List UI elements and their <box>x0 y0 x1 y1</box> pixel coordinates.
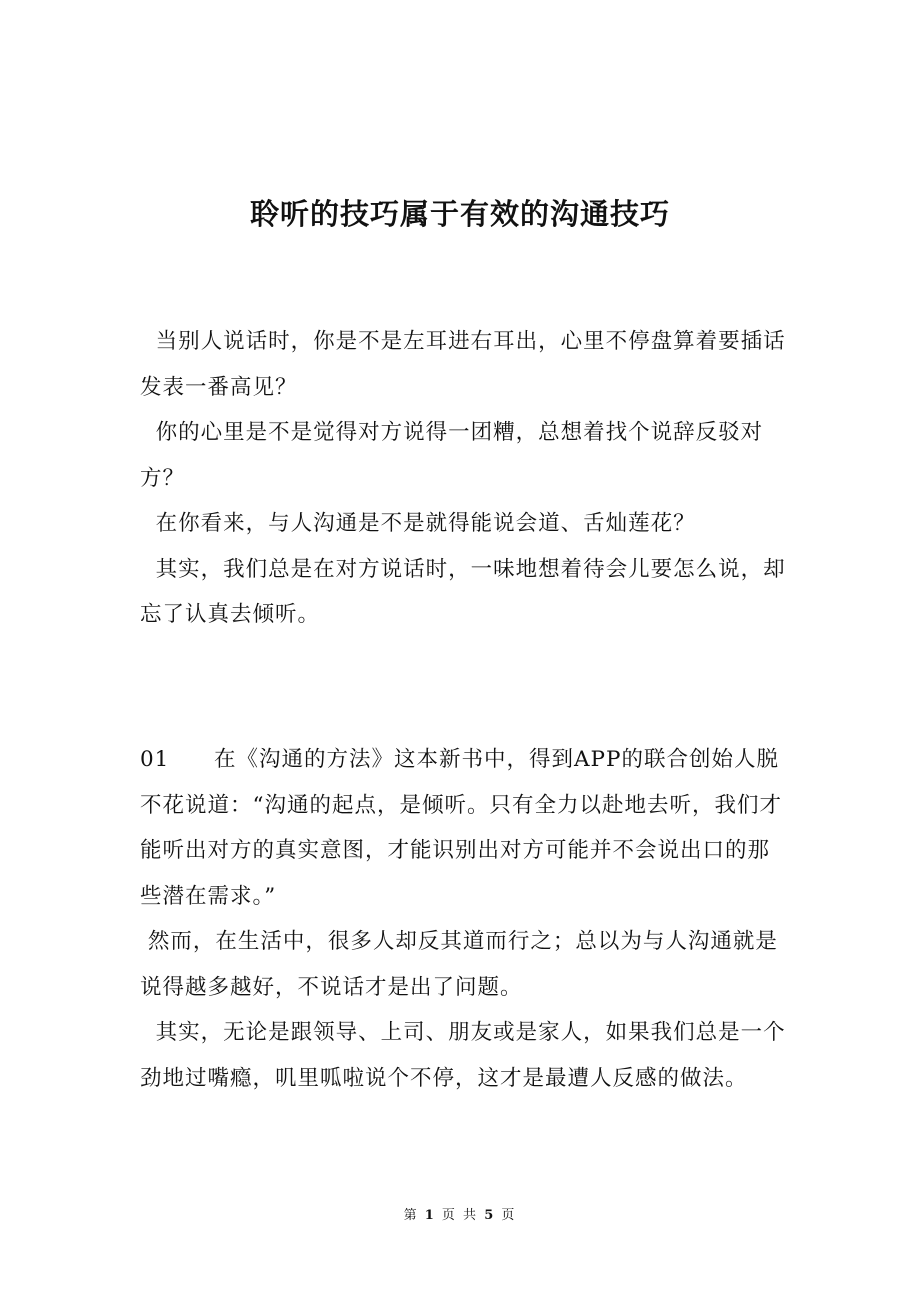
paragraph: 其实，无论是跟领导、上司、朋友或是家人，如果我们总是一个劲地过嘴瘾，叽里呱啦说个不停，这才是最遭人反感的做法。 <box>140 1020 786 1091</box>
numbered-paragraph <box>140 737 790 919</box>
section-01 <box>140 737 790 1101</box>
paragraph: 其实，我们总是在对方说话时，一味地想着待会儿要怎么说，却忘了认真去倾听。 <box>140 556 786 627</box>
paragraph: 你的心里是不是觉得对方说得一团糟，总想着找个说辞反驳对方？ <box>140 420 764 491</box>
intro-section <box>140 319 790 638</box>
section-number: 01 <box>140 747 170 772</box>
total-pages-number: 5 <box>484 1208 496 1223</box>
paragraph: 当别人说话时，你是不是左耳进右耳出，心里不停盘算着要插话发表一番高见？ <box>140 329 786 400</box>
paragraph: 在你看来，与人沟通是不是就得能说会道、舌灿莲花？ <box>140 511 696 536</box>
footer-suffix: 页 <box>501 1208 517 1223</box>
paragraph: 然而，在生活中，很多人却反其道而行之；总以为与人沟通就是说得越多越好，不说话才是出了问题。 <box>140 929 778 1000</box>
current-page-number: 1 <box>424 1208 436 1223</box>
footer-middle: 页 共 <box>441 1208 479 1223</box>
page-footer <box>0 1206 920 1226</box>
footer-prefix: 第 <box>403 1208 419 1223</box>
paragraph-text: 在《沟通的方法》这本新书中，得到APP的联合创始人脱不花说道：“沟通的起点，是倾听。只有全力以赴地去听，我们才能听出对方的真实意图，才能识别出对方可能并不会说出口的那些潜在需求。” <box>140 747 782 909</box>
document-title: 聆听的技巧属于有效的沟通技巧 <box>249 197 670 231</box>
